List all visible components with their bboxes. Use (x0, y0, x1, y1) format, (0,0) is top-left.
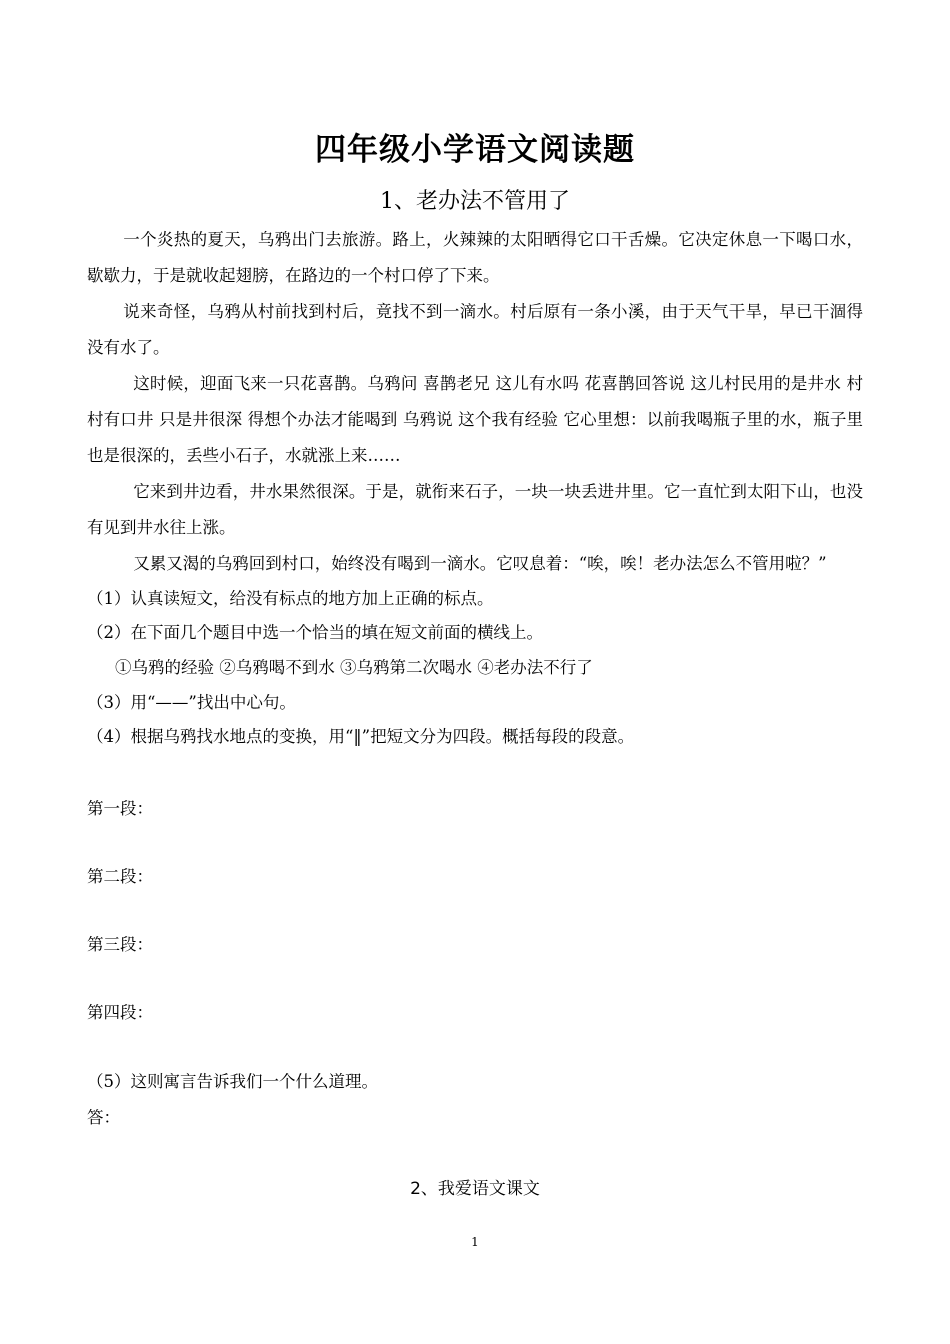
document-title: 四年级小学语文阅读题 (315, 132, 635, 168)
paragraph-3: 这时候，迎面飞来一只花喜鹊。乌鸦问 喜鹊老兄 这儿有水吗 花喜鹊回答说 这儿村民用的是井水 村村有口井 只是井很深 得想个办法才能喝到 乌鸦说 这个我有经验 它心里想：以前我喝瓶子里的水，瓶子里也是很深的，丢些小石子，水就涨上来…… (87, 374, 863, 465)
page-number: 1 (471, 1235, 479, 1249)
segment-1-label: 第一段： (87, 799, 153, 818)
question-3: （3）用“——”找出中心句。 (87, 693, 296, 712)
answer-label: 答： (87, 1108, 120, 1127)
question-1: （1）认真读短文，给没有标点的地方加上正确的标点。 (87, 589, 494, 608)
question-4: （4）根据乌鸦找水地点的变换，用“‖”把短文分为四段。概括每段的段意。 (87, 727, 635, 746)
section2-heading: 2、我爱语文课文 (410, 1179, 540, 1199)
question-2: （2）在下面几个题目中选一个恰当的填在短文前面的横线上。 (87, 623, 543, 642)
segment-3-label: 第三段： (87, 935, 153, 954)
section1-body (87, 222, 863, 754)
segment-4-label: 第四段： (87, 1003, 153, 1022)
paragraph-2: 说来奇怪，乌鸦从村前找到村后，竟找不到一滴水。村后原有一条小溪，由于天气干旱，早已干涸得没有水了。 (87, 302, 863, 357)
segment-2-label: 第二段： (87, 867, 153, 886)
paragraph-4: 它来到井边看，井水果然很深。于是，就衔来石子，一块一块丢进井里。它一直忙到太阳下山，也没有见到井水往上涨。 (87, 482, 863, 537)
question-5: （5）这则寓言告诉我们一个什么道理。 (87, 1072, 378, 1091)
section1-heading: 1、老办法不管用了 (380, 189, 570, 214)
paragraph-1: 一个炎热的夏天，乌鸦出门去旅游。路上，火辣辣的太阳晒得它口干舌燥。它决定休息一下喝口水，歇歇力，于是就收起翅膀，在路边的一个村口停了下来。 (87, 230, 863, 285)
paragraph-5: 又累又渴的乌鸦回到村口，始终没有喝到一滴水。它叹息着：“唉，唉！老办法怎么不管用啦？” (133, 554, 827, 573)
question-2-options: ①乌鸦的经验 ②乌鸦喝不到水 ③乌鸦第二次喝水 ④老办法不行了 (115, 658, 593, 677)
